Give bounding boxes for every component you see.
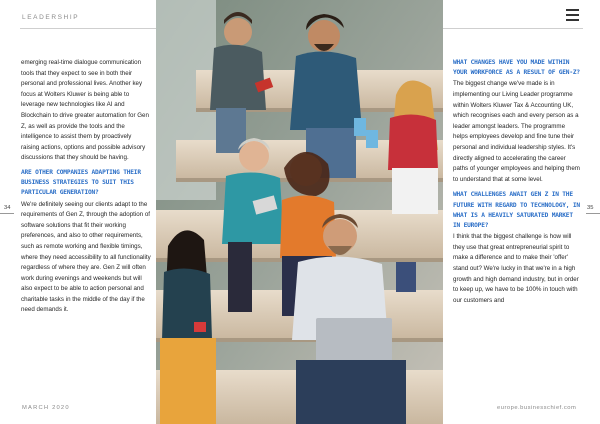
hero-photo <box>156 0 443 424</box>
group-photo-illustration <box>156 0 443 424</box>
page-number-right-rule <box>586 213 600 214</box>
right-text-column <box>453 58 581 308</box>
footer-url[interactable]: europe.businesschief.com <box>497 405 577 411</box>
right-question-heading-1: WHAT CHANGES HAVE YOU MADE WITHIN YOUR WORKFORCE AS A RESULT OF GEN-Z? <box>453 59 580 77</box>
page-number-right: 35 <box>587 205 594 211</box>
header-rule-right <box>443 28 583 29</box>
header-rule-left <box>20 28 156 29</box>
left-paragraph-2: We're definitely seeing our clients adapt to the requirements of Gen Z, through the adoption of software solutions that fit their working preferences, and also to other requirements, such as remote working and flexible timings, where they need accessibility to all functionality regardless of where they are. Gen Z will often work during evenings and weekends but will also expect to be able to action personal and charitable tasks in the middle of the day if the need demands it. <box>21 200 151 314</box>
right-question-heading-2: WHAT CHALLENGES AWAIT GEN Z IN THE FUTURE WITH REGARD TO TECHNOLOGY, IN WHAT IS A HEAVILY SATURATED MARKET IN EUROPE? <box>453 191 580 229</box>
left-question-heading: ARE OTHER COMPANIES ADAPTING THEIR BUSINESS STRATEGIES TO SUIT THIS PARTICULAR GENERATION? <box>21 168 141 197</box>
section-label: LEADERSHIP <box>22 14 80 21</box>
right-paragraph-1: The biggest change we've made is in implementing our Living Leader programme within Wolters Kluwer Tax & Accounting UK, which recognises each and every person as a leader amongst leaders. The programme helps employees develop and fine tune their personal and individual leadership styles. It's directly aligned to accelerating the career paths of younger employees and helping them to understand that at some level. <box>453 80 580 183</box>
left-text-column <box>21 58 151 318</box>
right-paragraph-2: I think that the biggest challenge is how will they use that great entrepreneurial spirit to make a difference and to make their 'offer' stand out? We're lucky in that we're in a high growth and high demand industry, but in order to keep up, we have to be 100% in touch with our customers and <box>453 233 579 304</box>
page-number-left-rule <box>0 213 14 214</box>
hamburger-menu-icon[interactable] <box>566 9 579 21</box>
page-number-left: 34 <box>4 205 11 211</box>
footer-date: MARCH 2020 <box>22 405 70 411</box>
left-paragraph-1: emerging real-time dialogue communication tools that they expect to see in both their personal and professional lives. Another key focus at Wolters Kluwer is being able to leverage new technologies like AI and Blockchain to drive greater automation for Gen Z, as well as provide the tools and the intelligence to assist them by proactively raising actions, options and possible advisory discussions that they should be having. <box>21 59 149 162</box>
